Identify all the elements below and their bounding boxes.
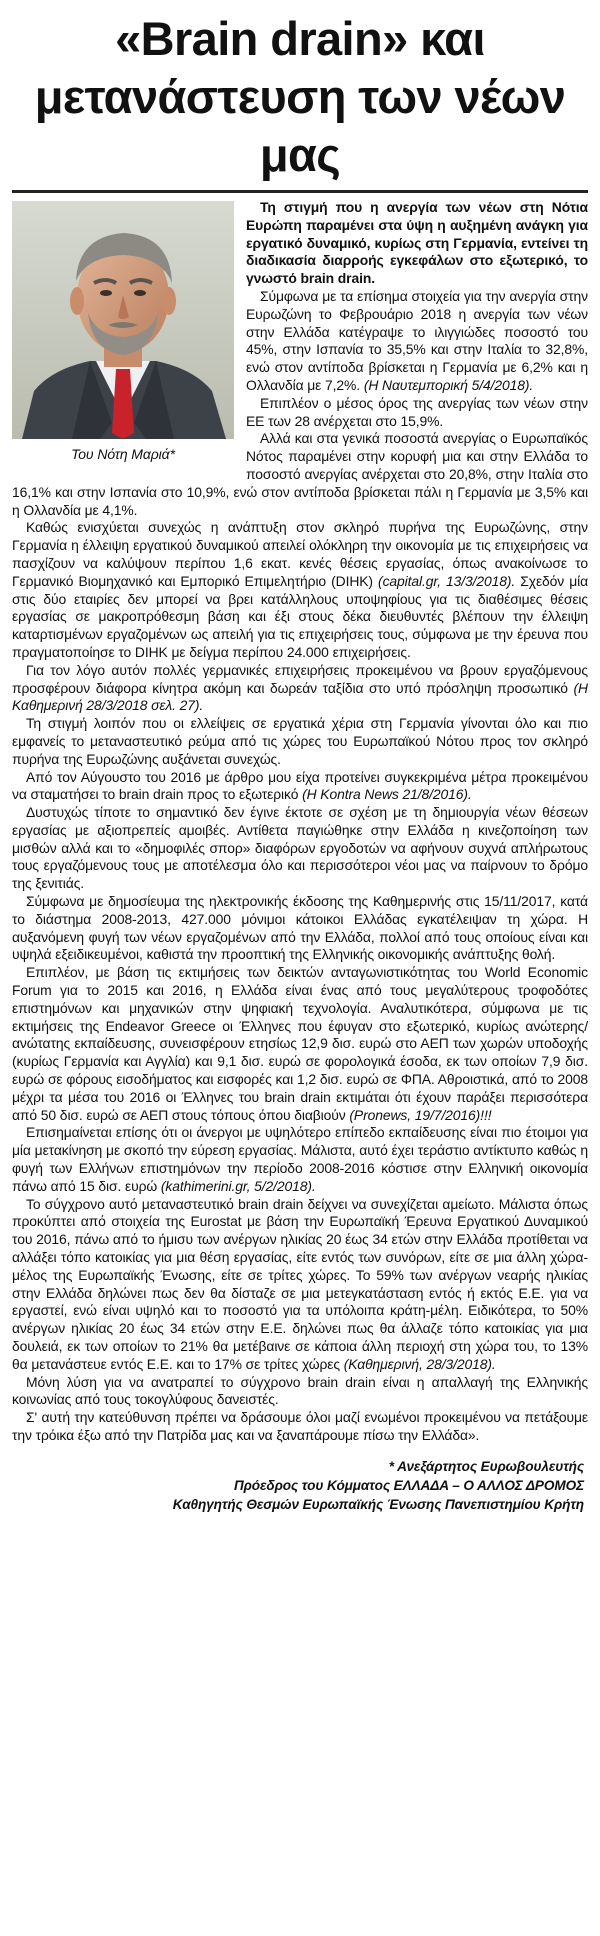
article-body xyxy=(12,199,588,1514)
paragraph-13: Μόνη λύση για να ανατραπεί το σύγχρονο brain drain είναι η απαλλαγή της Ελληνικής κοινωνίας από τους τοκογλύφους δανειστές. xyxy=(12,1373,588,1408)
paragraph-12-text: Το σύγχρονο αυτό μεταναστευτικό brain drain δείχνει να συνεχίζεται αμείωτο. Μάλιστα όπως προκύπτει από στοιχεία της Eurostat με βάση την Ευρωπαϊκή Έρευνα Εργατικού Δυναμικού του 2016, πάνω από το ήμισυ των ανέργων ηλικίας 20 έως 34 ετών στην Ελλάδα προτίθεται να αλλάξει τόπο κατοικίας για μια θέση εργασίας, είτε εντός των συνόρων, είτε σε μια άλλη χώρα-μέλος της Ευρωπαϊκής Ένωσης, είτε σε τρίτες χώρες. Το 59% των ανέργων νεαρής ηλικίας στην Ελλάδα δηλώνει πως δεν θα δίσταζε σε μια μετεγκατάσταση εντός ή εκτός Ε.Ε. για να εργαστεί, ενώ είναι υψηλό και το ποσοστό για τα υπόλοιπα κράτη-μέλη. Ειδικότερα, το 50% ανέργων ηλικίας 20 έως 34 ετών στην Ε.Ε. δηλώνει πως θα άλλαζε τόπο κατοικίας για μια δουλειά, εκ των οποίων το 21% θα μετέβαινε σε κάποια άλλη περιοχή στη χώρα του, το 13% θα μετανάστευε εντός Ε.Ε. και το 17% σε τρίτες χώρες xyxy=(12,1195,588,1372)
headline xyxy=(12,10,588,184)
headline-rule xyxy=(12,190,588,193)
paragraph-10 xyxy=(12,964,588,1124)
paragraph-8: Δυστυχώς τίποτε το σημαντικό δεν έγινε έκτοτε σε σχέση με τη δημιουργία νέων θέσεων εργασίας με αξιοπρεπείς αμοιβές. Αντίθετα παγιώθηκε στην Ελλάδα η κινεζοποίηση των μισθών αλλά και το «δημοφιλές σπορ» διαφόρων εργοδοτών να αφήνουν συχνά απλήρωτους τους εργαζόμενους τους με αποτέλεσμα όλο και περισσότεροι νέοι μας να παίρνουν το δρόμο της ξενιτιάς. xyxy=(12,804,588,892)
paragraph-6: Τη στιγμή λοιπόν που οι ελλείψεις σε εργατικά χέρια στη Γερμανία γίνονται όλο και πιο εμφανείς το μεταναστευτικό ρεύμα από τις χώρες του Ευρωπαϊκού Νότου προς τον σκληρό πυρήνα της Ευρωζώνης αυξάνεται συνεχώς. xyxy=(12,715,588,767)
signature-line-2: Πρόεδρος του Κόμματος ΕΛΛΑΔΑ – Ο ΑΛΛΟΣ ΔΡΟΜΟΣ xyxy=(233,1477,584,1493)
paragraph-11-source: (kathimerini.gr, 5/2/2018). xyxy=(160,1177,316,1194)
paragraph-12-source: (Καθημερινή, 28/3/2018). xyxy=(343,1355,496,1372)
paragraph-9: Σύμφωνα με δημοσίευμα της ηλεκτρονικής έκδοσης της Καθημερινής στις 15/11/2017, κατά το διάστημα 2008-2013, 427.000 μόνιμοι κάτοικοι Ελλάδας εγκατέλειψαν τη χώρα. Η αυξανόμενη φυγή των νέων εργαζομένων από την Ελλάδα, πολλοί από τους οποίους είναι και υψηλά εξειδικευμένοι, καθιστά την προοπτική της Ελληνικής οικονομικής ανάπτυξης θολή. xyxy=(12,893,588,963)
paragraph-12 xyxy=(12,1196,588,1374)
paragraph-11 xyxy=(12,1124,588,1195)
paragraph-1-source: (Η Ναυτεμπορική 5/4/2018). xyxy=(363,376,534,393)
paragraph-11-text: Επισημαίνεται επίσης ότι οι άνεργοι με υψηλότερο επίπεδο εκπαίδευσης είναι πιο έτοιμοι για μία μετακίνηση με σκοπό την εύρεση εργασίας. Μάλιστα, αυτό έχει τεράστιο αντίκτυπο καθώς η φυγή των Ελλήνων επιστημόνων την περίοδο 2008-2016 κόστισε στην Ελληνική οικονομία πάνω από 15 δισ. ευρώ xyxy=(12,1124,588,1194)
lead-paragraph: Τη στιγμή που η ανεργία των νέων στη Νότια Ευρώπη παραμένει στα ύψη η αυξημένη ανάγκη για εργατικό δυναμικό, κυρίως στη Γερμανία, εντείνει τη διαδικασία διαρροής εγκεφάλων στο εξωτερικό, το γνωστό brain drain. xyxy=(246,199,588,287)
paragraph-7-text: Από τον Αύγουστο του 2016 με άρθρο μου είχα προτείνει συγκεκριμένα μέτρα προκειμένου να σταματήσει το brain drain προς το εξωτερικό xyxy=(12,768,588,803)
author-caption: Του Νότη Μαριά* xyxy=(71,446,175,462)
headline-line-1: «Brain drain» και xyxy=(115,12,485,65)
paragraph-10-text: Επιπλέον, με βάση τις εκτιμήσεις των δεικτών ανταγωνιστικότητας του World Economic Forum για το 2015 και 2016, η Ελλάδα είναι ένας από τους μεγαλύτερους τροφοδότες επιστημόνων και μηχανικών στην ψηφιακή τεχνολογία. Αναλυτικότερα, σύμφωνα με τις εκτιμήσεις της Endeavor Greece οι Έλληνες που έφυγαν στο εξωτερικό, κυρίως ανώτερης/ανώτατης εκπαίδευσης, συνεισφέρουν ετησίως 12,9 δισ. ευρώ στο ΑΕΠ των χωρών υποδοχής (κυρίως Γερμανία και Αγγλία) και 9,1 δισ. ευρώ σε φορολογικά έσοδα, εκ των οποίων 7,9 δισ. ευρώ σε φόρους εισοδήματος και εισφορές και 1,2 δισ. ευρώ σε ΦΠΑ. Αθροιστικά, από το 2008 μέχρι τα μέσα του 2016 οι Έλληνες του brain drain εκτιμάται ότι έχουν παράξει περισσότερα από 50 δισ. ευρώ σε ΑΕΠ στους τόπους όπου διαβιούν xyxy=(12,964,588,1123)
author-signature xyxy=(12,1457,588,1514)
paragraph-7 xyxy=(12,769,588,805)
paragraph-1-text: Σύμφωνα με τα επίσημα στοιχεία για την ανεργία στην Ευρωζώνη το Φεβρουάριο 2018 η ανεργία των νέων στην Ελλάδα κατέγραψε το ιλιγγιώδες ποσοστό του 45%, στην Ισπανία το 35,5% και στην Ιταλία το 32,8%, ενώ στον αντίποδα βρίσκεται η Γερμανία με 6,2% και η Ολλανδία με 7,2%. xyxy=(246,287,588,393)
signature-line-3: Καθηγητής Θεσμών Ευρωπαϊκής Ένωσης Πανεπιστημίου Κρήτη xyxy=(172,1496,584,1512)
paragraph-7-source: (Η Kontra News 21/8/2016). xyxy=(302,786,472,803)
paragraph-5-source: (Η Καθημερινή 28/3/2018 σελ. 27). xyxy=(12,679,588,714)
author-photo xyxy=(12,201,234,439)
paragraph-10-source: (Pronews, 19/7/2016)!!! xyxy=(349,1106,492,1123)
signature-line-1: * Ανεξάρτητος Ευρωβουλευτής xyxy=(388,1458,584,1474)
paragraph-3: Αλλά και στα γενικά ποσοστά ανεργίας ο Ευρωπαϊκός Νότος παραμένει στην κορυφή μια και στην Ελλάδα το ποσοστό ανεργίας ανέρχεται στο 20,8%, στην Ιταλία στο 16,1% και στην Ισπανία στο 10,9%, ενώ στον αντίποδα βρίσκεται πάλι η Γερμανία με 3,5% και η Ολλανδία με 4,1%. xyxy=(12,430,588,518)
author-photo-box xyxy=(12,201,234,463)
paragraph-2: Επιπλέον ο μέσος όρος της ανεργίας των νέων στην ΕΕ των 28 ανέρχεται στο 15,9%. xyxy=(246,394,588,429)
paragraph-5 xyxy=(12,662,588,715)
paragraph-5-text: Για τον λόγο αυτόν πολλές γερμανικές επιχειρήσεις προκειμένου να βρουν εργαζόμενους προσφέρουν διάφορα κίνητρα ακόμη και δωρεάν ταξίδια στο υπό πρόσληψη προσωπικό xyxy=(12,661,588,696)
paragraph-14: Σ' αυτή την κατεύθυνση πρέπει να δράσουμε όλοι μαζί ενωμένοι προκειμένου να πετάξουμε την τρόικα έξω από την Πατρίδα μας και να ξαναπάρουμε πίσω την Ελλάδα». xyxy=(12,1409,588,1443)
headline-line-2: μετανάστευση των νέων μας xyxy=(34,70,566,181)
paragraph-4 xyxy=(12,519,588,661)
paragraph-4-text-b: Σχεδόν μία στις δύο εταιρίες δεν μπορεί να βρει κατάλληλους υποψηφίους για τις διαθέσιμες θέσεις εργασίας σε μακροπρόθεσμη βάση και έξι στους δέκα διευθυντές βλέπουν την έλλειψη καταρτισμένων εργαζομένων ως απειλή για τις επιχειρήσεις τους, σύμφωνα με την έρευνα που πραγματοποίησε το DIHK με δείγμα περίπου 24.000 επιχειρήσεις. xyxy=(12,572,589,660)
paragraph-4-source: (capital.gr, 13/3/2018). xyxy=(378,572,516,589)
author-portrait-icon xyxy=(12,201,234,439)
paragraph-4-text-a: Καθώς ενισχύεται συνεχώς η ανάπτυξη στον σκληρό πυρήνα της Ευρωζώνης, στην Γερμανία η έλλειψη εργατικού δυναμικού απειλεί ολόκληρη την οικονομία με τις επιχειρήσεις να πασχίζουν να καλύψουν περίπου 1,6 εκατ. κενές θέσεις εργασίας, όπως ανακοίνωσε το Γερμανικό Βιομηχανικό και Εμπορικό Επιμελητήριο (DIHK) xyxy=(12,519,588,589)
